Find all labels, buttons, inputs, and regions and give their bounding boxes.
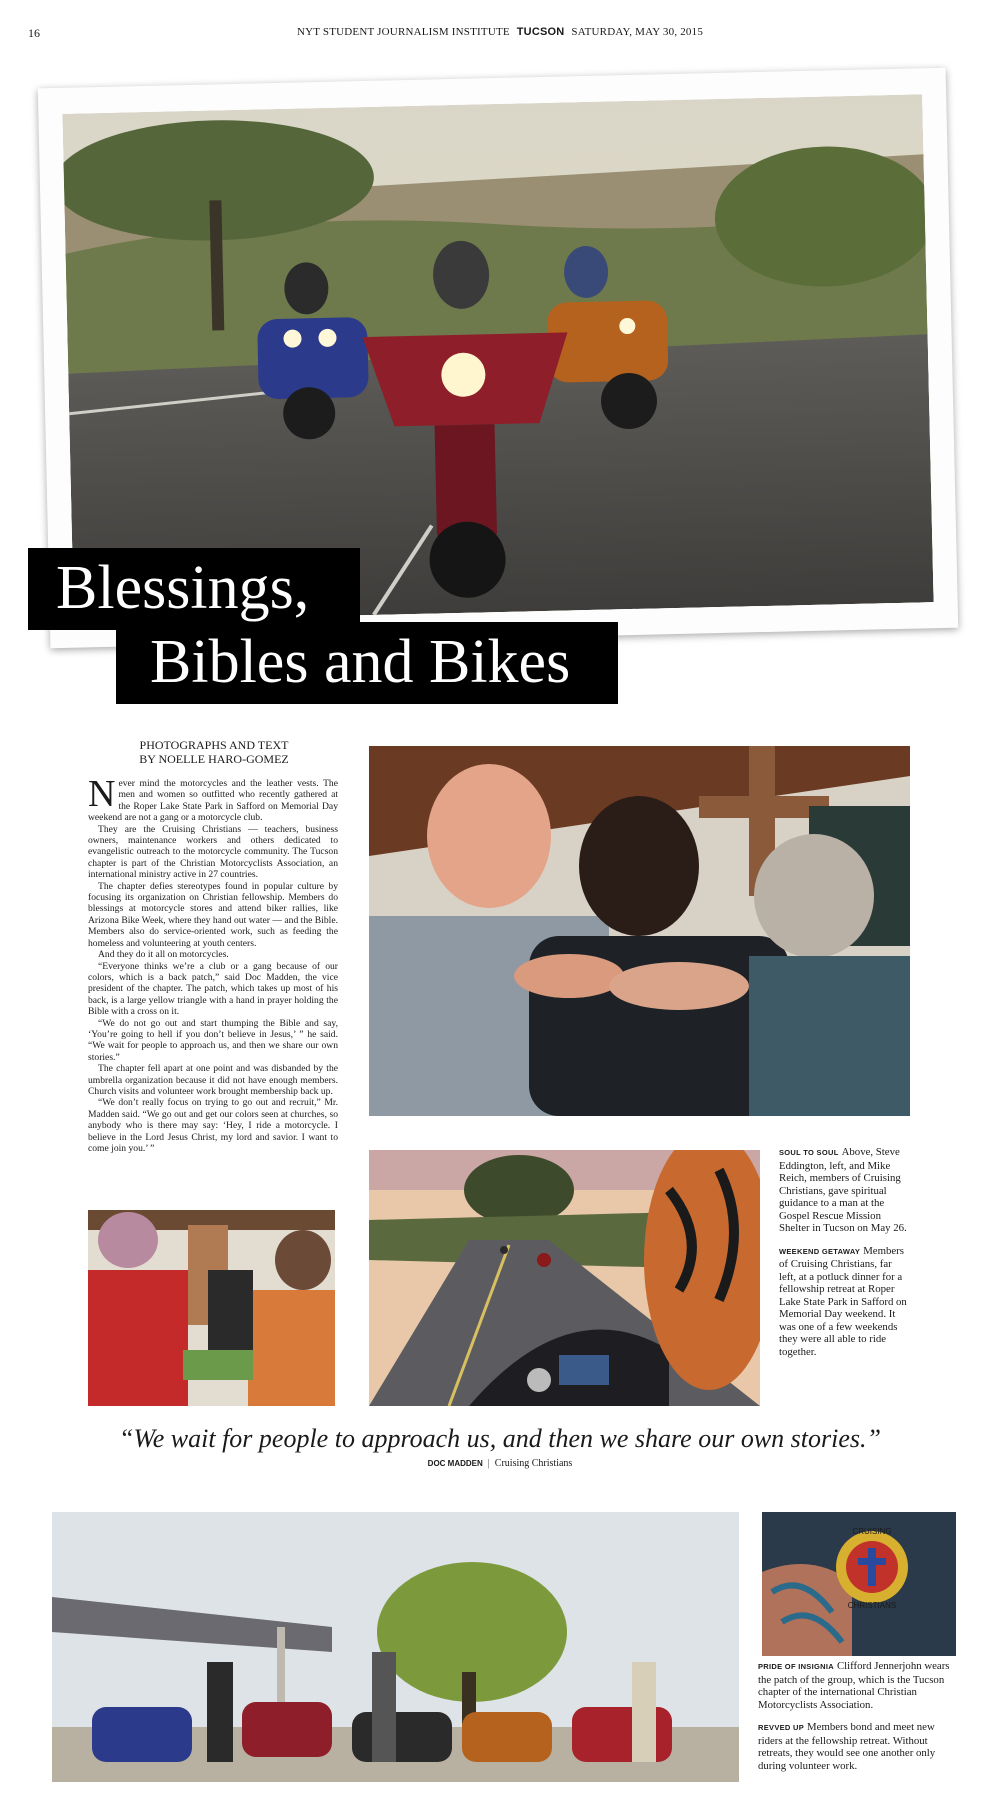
caption-kicker: REVVED UP — [758, 1723, 805, 1732]
page-number: 16 — [28, 26, 40, 40]
article-paragraph: Never mind the motorcycles and the leather vests. The men and women so outfitted who recently gathered at the Roper Lake State Park in Safford on Memorial Day weekend are not a gang or a motorcycle club. — [88, 773, 338, 824]
attribution-divider: | — [487, 1458, 490, 1469]
caption-revved-up — [758, 1721, 958, 1772]
caption-text: Clifford Jennerjohn wears the patch of the group, which is the Tucson chapter of the international Christian Motorcyclists Association. — [758, 1660, 950, 1711]
caption-text: Members bond and meet new riders at the fellowship retreat. Without retreats, they would see one another only during volunteer work. — [758, 1721, 936, 1772]
article-paragraph: The chapter fell apart at one point and was disbanded by the umbrella organization because it did not have enough members. Church visits and volunteer work brought membership back up. — [88, 1063, 338, 1097]
masthead — [0, 26, 1000, 38]
photo-riders-on-road — [369, 1150, 760, 1406]
article-paragraph: They are the Cruising Christians — teachers, business owners, maintenance workers and others dedicated to evangelistic outreach to the motorcycle community. The Tucson chapter is part of the Christian Motorcyclists Association, an international ministry active in 27 countries. — [88, 823, 338, 881]
patch-bottom-text: CHRISTIANS — [847, 1601, 897, 1610]
hero-photo-three-riders — [62, 94, 933, 621]
edition-city: TUCSON — [516, 26, 565, 38]
caption-kicker: WEEKEND GETAWAY — [779, 1246, 861, 1256]
byline-author: BY NOELLE HARO-GOMEZ — [139, 752, 289, 766]
pull-quote-attribution — [0, 1458, 1000, 1469]
publication-name: NYT STUDENT JOURNALISM INSTITUTE — [296, 26, 510, 38]
photo-patch-insignia — [762, 1512, 956, 1656]
photo-group-with-bikes — [52, 1512, 739, 1782]
article-paragraph: “We don’t really focus on trying to go out and recruit,” Mr. Madden said. “We go out and get our colors seen at churches, so anybody who is there may say: ‘Hey, I ride a motorcycle. I believe in the Lord Jesus Christ, my lord and savior. I want to come join you.’ ” — [88, 1097, 338, 1154]
quote-organization: Cruising Christians — [494, 1458, 573, 1469]
issue-date: SATURDAY, MAY 30, 2015 — [571, 26, 704, 38]
photo-potluck-dinner — [88, 1210, 335, 1406]
photo-captions-right — [779, 1146, 909, 1368]
caption-kicker: SOUL TO SOUL — [779, 1148, 839, 1157]
patch-top-text: CRUISING — [852, 1527, 892, 1536]
photo-captions-bottom — [758, 1660, 958, 1782]
byline — [86, 738, 342, 766]
caption-pride-of-insignia — [758, 1660, 958, 1711]
article-paragraph: “Everyone thinks we’re a club or a gang because of our colors, which is a back patch,” said Doc Madden, the vice president of the chapter. The patch, which takes up most of his back, is a large yellow triangle with a hand in prayer holding the Bible with a cross on it. — [88, 960, 338, 1018]
article-body — [88, 773, 338, 1154]
caption-soul-to-soul — [779, 1146, 909, 1235]
article-paragraph: “We do not go out and start thumping the Bible and say, ‘You’re going to hell if you don’t believe in Jesus,’ ” he said. “We wait for people to approach us, and then we share our own stories.” — [88, 1017, 338, 1063]
headline-line-1: Blessings, — [28, 548, 360, 630]
quote-speaker: DOC MADDEN — [427, 1459, 483, 1468]
article-paragraph: The chapter defies stereotypes found in popular culture by focusing its organization on Christian fellowship. Members do blessings at motorcycle stores and attend biker rallies, like Arizona Bike Week, where they hand out water — and the Bible. Members also do service-oriented work, such as feeding the homeless and volunteering at youth centers. — [88, 880, 338, 949]
article-paragraph: And they do it all on motorcycles. — [98, 949, 229, 961]
photo-prayer-shelter — [369, 746, 910, 1116]
caption-text: Members of Cruising Christians, far left, at a potluck dinner for a fellowship retreat at Roper Lake State Park in Safford on Memorial Day weekend. It was one of a few weekends they were all able to ride together. — [779, 1244, 907, 1358]
pull-quote: “We wait for people to approach us, and then we share our own stories.” — [119, 1424, 881, 1453]
byline-credit: PHOTOGRAPHS AND TEXT — [139, 738, 289, 752]
headline-line-2: Bibles and Bikes — [116, 622, 618, 704]
caption-text: Above, Steve Eddington, left, and Mike Reich, members of Cruising Christians, gave spiritual guidance to a man at the Gospel Rescue Mission Shelter in Tucson on May 26. — [779, 1146, 907, 1234]
caption-weekend-getaway — [779, 1245, 909, 1359]
drop-cap: N — [88, 773, 116, 815]
caption-kicker: PRIDE OF INSIGNIA — [758, 1662, 834, 1671]
